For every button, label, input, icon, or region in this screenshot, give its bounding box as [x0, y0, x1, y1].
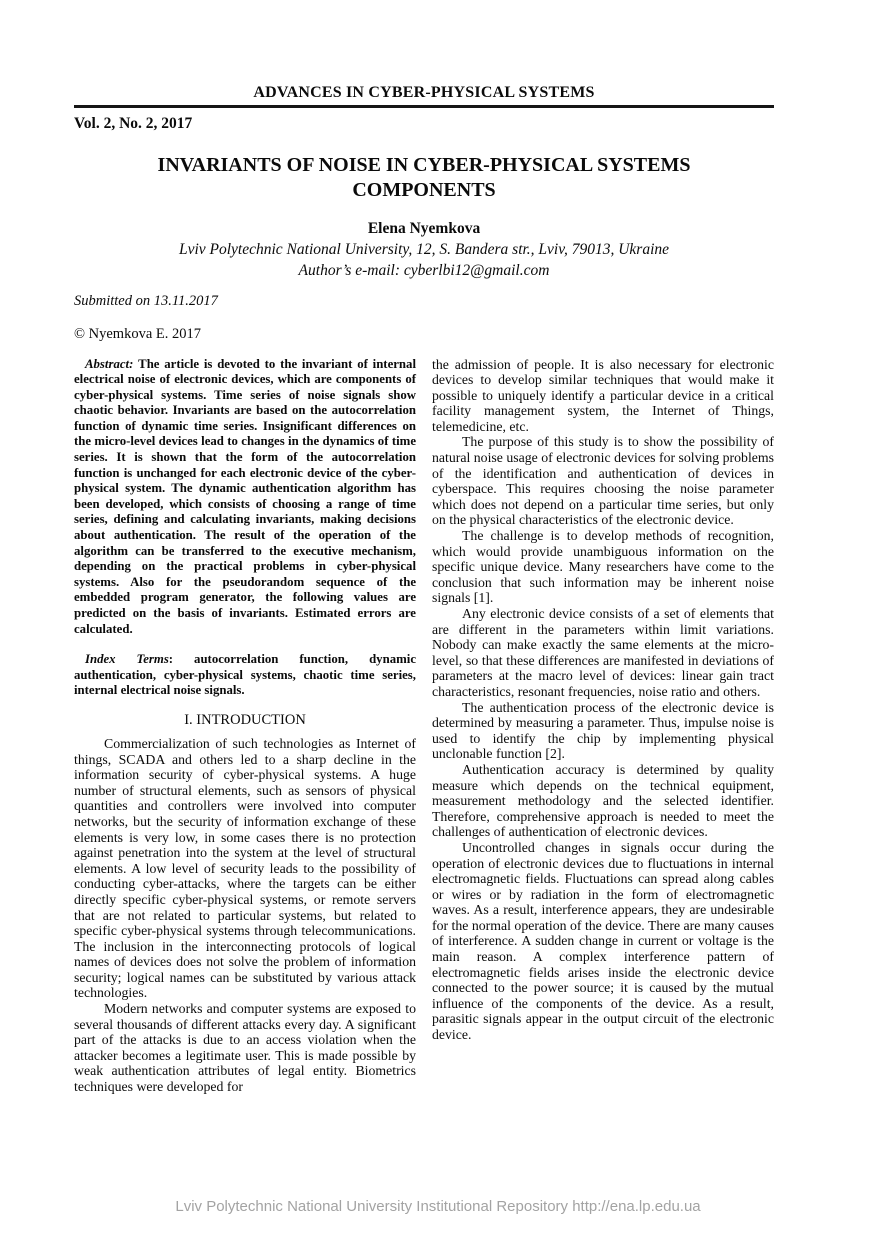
left-column [74, 357, 416, 1095]
copyright-notice: © Nyemkova E. 2017 [74, 325, 201, 342]
author-email: Author’s e-mail: cyberlbi12@gmail.com [298, 261, 550, 279]
two-column-body [74, 357, 774, 1095]
article-title-line2: COMPONENTS [352, 178, 496, 201]
repository-footer: Lviv Polytechnic National University Institutional Repository http://ena.lp.edu.ua [175, 1198, 701, 1215]
paragraph: The purpose of this study is to show the possibility of natural noise usage of electronic devices for solving problems of the identification and authentication of devices in cyberspace. This requires choosing the noise parameter which does not depend on a particular time series, but only on the physical characteristics of the electronic device. [432, 434, 774, 528]
abstract-label: Abstract: [85, 356, 134, 371]
volume-line: Vol. 2, No. 2, 2017 [74, 114, 193, 132]
index-terms-label: Index Terms [85, 652, 169, 667]
author-name: Elena Nyemkova [367, 219, 481, 237]
paragraph: Modern networks and computer systems are exposed to several thousands of different attacks every day. A significant part of the attacks is due to an access violation when the attacker becomes a legitimate user. This is made possible by weak authentication attributes of legal entity. Biometrics techniques were developed for [74, 1001, 416, 1095]
paragraph: Commercialization of such technologies as Internet of things, SCADA and others led to a sharp decline in the information security of cyber-physical systems. A huge number of structural elements, such as sensors of physical quantities and controllers were involved into computer networks, but the security of information exchange of these elements is very low, in some cases there is no protection against penetration into the system at the level of structural elements. A low level of security leads to the possibility of conducting cyber-attacks, where the targets can be either directly specific cyber-physical systems, or remote servers that are not related to particular systems, but related to specific cyber-physical systems through telecommunications. The inclusion in the interconnecting protocols of logical names of devices does not solve the problem of information security; logical names can be substituted by various attack technologies. [74, 735, 416, 1001]
submitted-date: Submitted on 13.11.2017 [74, 292, 218, 309]
index-terms-paragraph [74, 652, 416, 699]
journal-name: ADVANCES IN CYBER-PHYSICAL SYSTEMS [253, 84, 595, 101]
header-rule [74, 105, 774, 108]
article-title-line1: INVARIANTS OF NOISE IN CYBER-PHYSICAL SYSTEMS [157, 153, 691, 176]
abstract-paragraph [74, 357, 416, 638]
paragraph: The authentication process of the electronic device is determined by measuring a parameter. Thus, impulse noise is used to identify the chip by implementing physical unclonable function [2]. [432, 699, 774, 762]
paragraph: Uncontrolled changes in signals occur during the operation of electronic devices due to fluctuations in internal electromagnetic fields. Fluctuations can spread along cables or wires or by radiation in the form of electromagnetic waves. As a result, interference appears, they are undesirable for the normal operation of the device. There are many causes of interference. A sudden change in current or voltage is the main reason. A complex interference pattern of electromagnetic fields arises inside the electronic device connected to the power source; it is caused by the mutual influence of the components of the device. As a result, parasitic signals appear in the output circuit of the electronic device. [432, 839, 774, 1043]
author-affiliation: Lviv Polytechnic National University, 12, S. Bandera str., Lviv, 79013, Ukraine [178, 240, 670, 258]
article-title [74, 153, 774, 203]
paragraph: the admission of people. It is also necessary for electronic devices to develop similar techniques that would make it possible to uniquely identify a particular device in a critical facility management system, the Internet of Things, telemedicine, etc. [432, 356, 774, 434]
paragraph: Authentication accuracy is determined by quality measure which depends on the technical equipment, measurement methodology and the selected identifier. Therefore, comprehensive approach is needed to meet the challenges of authentication of electronic devices. [432, 761, 774, 840]
paragraph: The challenge is to develop methods of recognition, which would provide unambiguous information on the specific unique device. Many researchers have come to the conclusion that such information may be inherent noise signals [1]. [432, 528, 774, 606]
article-page [74, 0, 774, 1095]
right-column [432, 357, 774, 1095]
abstract-text: The article is devoted to the invariant of internal electrical noise of electronic devices, which are components of cyber-physical systems. Time series of noise signals show chaotic behavior. Invariants are based on the autocorrelation function of dynamic time series. Insignificant differences on the micro-level devices lead to changes in the dynamics of time series. It is shown that the form of the autocorrelation function is unchanged for each electronic device of the cyber-physical system. The dynamic authentication algorithm has been developed, which consists of choosing a range of time series, defining and calculating invariants, making decisions about authentication. The result of the operation of the algorithm can be transferred to the executive mechanism, depending on the practical problems in cyber-physical systems. Also for the pseudorandom sequence of the embedded program generator, the following values are predicted on the basis of invariants. Estimated errors are calculated. [74, 356, 416, 636]
index-terms-text: : autocorrelation function, dynamic authentication, cyber-physical systems, chaotic time series, internal electrical noise signals. [74, 652, 416, 698]
paragraph: Any electronic device consists of a set of elements that are different in the parameters within limit variations. Nobody can make exactly the same elements at the micro-level, so that these differences are manifested in deviations of parameters at the macro level of devices: linear gain tract characteristics, resonant frequencies, noise ratio and others. [432, 606, 774, 699]
section-heading-introduction: I. INTRODUCTION [184, 711, 306, 728]
